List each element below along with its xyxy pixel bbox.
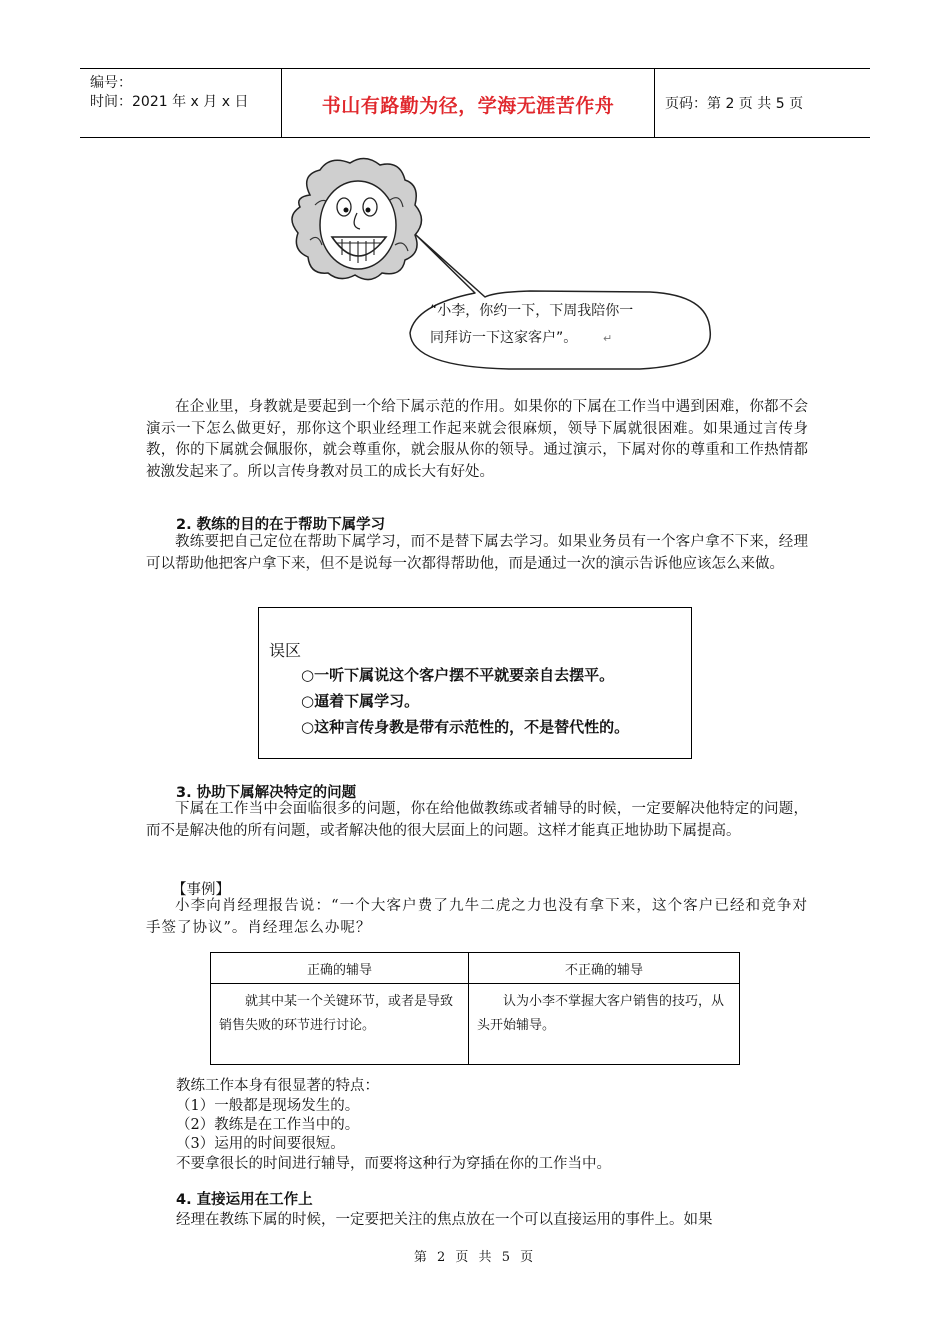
- heading-section-3: 3. 协助下属解决特定的问题: [176, 785, 357, 801]
- mistake-box-title: 误区: [269, 641, 302, 660]
- feature-item: （1）一般都是现场发生的。: [176, 1098, 360, 1114]
- mistake-box: [258, 607, 692, 759]
- page-header: [80, 68, 870, 138]
- header-motto-cell: [282, 69, 655, 137]
- speech-bubble: [410, 235, 710, 369]
- date-label: 时间：2021 年 x 月 x 日: [90, 94, 249, 110]
- paragraph-4: 经理在教练下属的时候，一定要把关注的焦点放在一个可以直接运用的事件上。如果: [176, 1212, 713, 1228]
- table-row: [211, 984, 740, 1065]
- header-info-cell: [80, 69, 282, 137]
- number-label: 编号：: [90, 75, 132, 91]
- example-label: 【事例】: [172, 882, 230, 898]
- paragraph-1: 在企业里，身教就是要起到一个给下属示范的作用。如果你的下属在工作当中遇到困难，你都不会演示一下怎么做更好，那你这个职业经理工作起来就会很麻烦，领导下属就很困难。如果通过言传身教，你的下属就会佩服你，就会尊重你，就会服从你的领导。通过演示，下属对你的尊重和工作热情都被激发起来了。所以言传身教对员工的成长大有好处。: [146, 399, 808, 480]
- table-header-incorrect: 不正确的辅导: [469, 953, 740, 984]
- features-note: 不要拿很长的时间进行辅导，而要将这种行为穿插在你的工作当中。: [176, 1156, 611, 1172]
- table-cell-correct: 就其中某一个关键环节，或者是导致销售失败的环节进行讨论。: [211, 984, 469, 1065]
- mistake-item: ○这种言传身教是带有示范性的，不是替代性的。: [301, 718, 630, 736]
- paragraph-2: 教练要把自己定位在帮助下属学习，而不是替下属去学习。如果业务员有一个客户拿不下来，经理可以帮助他把客户拿下来，但不是说每一次都得帮助他，而是通过一次的演示告诉他应该怎么来做。: [146, 534, 808, 572]
- cartoon-illustration: [270, 155, 730, 375]
- mistake-item: ○逼着下属学习。: [301, 692, 420, 710]
- feature-item: （3）运用的时间要很短。: [176, 1136, 345, 1152]
- heading-section-4: 4. 直接运用在工作上: [176, 1192, 313, 1208]
- table-header-correct: 正确的辅导: [211, 953, 469, 984]
- coaching-comparison-table: [210, 952, 740, 1065]
- return-mark: ↵: [603, 332, 613, 345]
- table-cell-incorrect: 认为小李不掌握大客户销售的技巧，从头开始辅导。: [469, 984, 740, 1065]
- page-info: 页码：第 2 页 共 5 页: [665, 96, 804, 112]
- speech-line-2: 同拜访一下这家客户”。: [430, 330, 578, 346]
- paragraph-3: 下属在工作当中会面临很多的问题，你在给他做教练或者辅导的时候，一定要解决他特定的问题，而不是解决他的所有问题，或者解决他的很大层面上的问题。这样才能真正地协助下属提高。: [146, 801, 808, 839]
- mistake-item: ○一听下属说这个客户摆不平就要亲自去摆平。: [301, 666, 615, 684]
- header-page-cell: [655, 69, 870, 137]
- table-header-row: [211, 953, 740, 984]
- page-footer: 第 2 页 共 5 页: [413, 1250, 537, 1265]
- speech-line-1: “小李，你约一下，下周我陪你一: [430, 303, 634, 319]
- example-text: 小李向肖经理报告说：“一个大客户费了九牛二虎之力也没有拿下来，这个客户已经和竞争对手签了协议”。肖经理怎么办呢？: [146, 898, 808, 936]
- smiling-face-icon: [292, 158, 422, 279]
- feature-item: （2）教练是在工作当中的。: [176, 1117, 360, 1133]
- motto: 书山有路勤为径，学海无涯苦作舟: [321, 95, 615, 117]
- heading-section-2: 2. 教练的目的在于帮助下属学习: [176, 517, 386, 533]
- features-intro: 教练工作本身有很显著的特点：: [176, 1078, 379, 1094]
